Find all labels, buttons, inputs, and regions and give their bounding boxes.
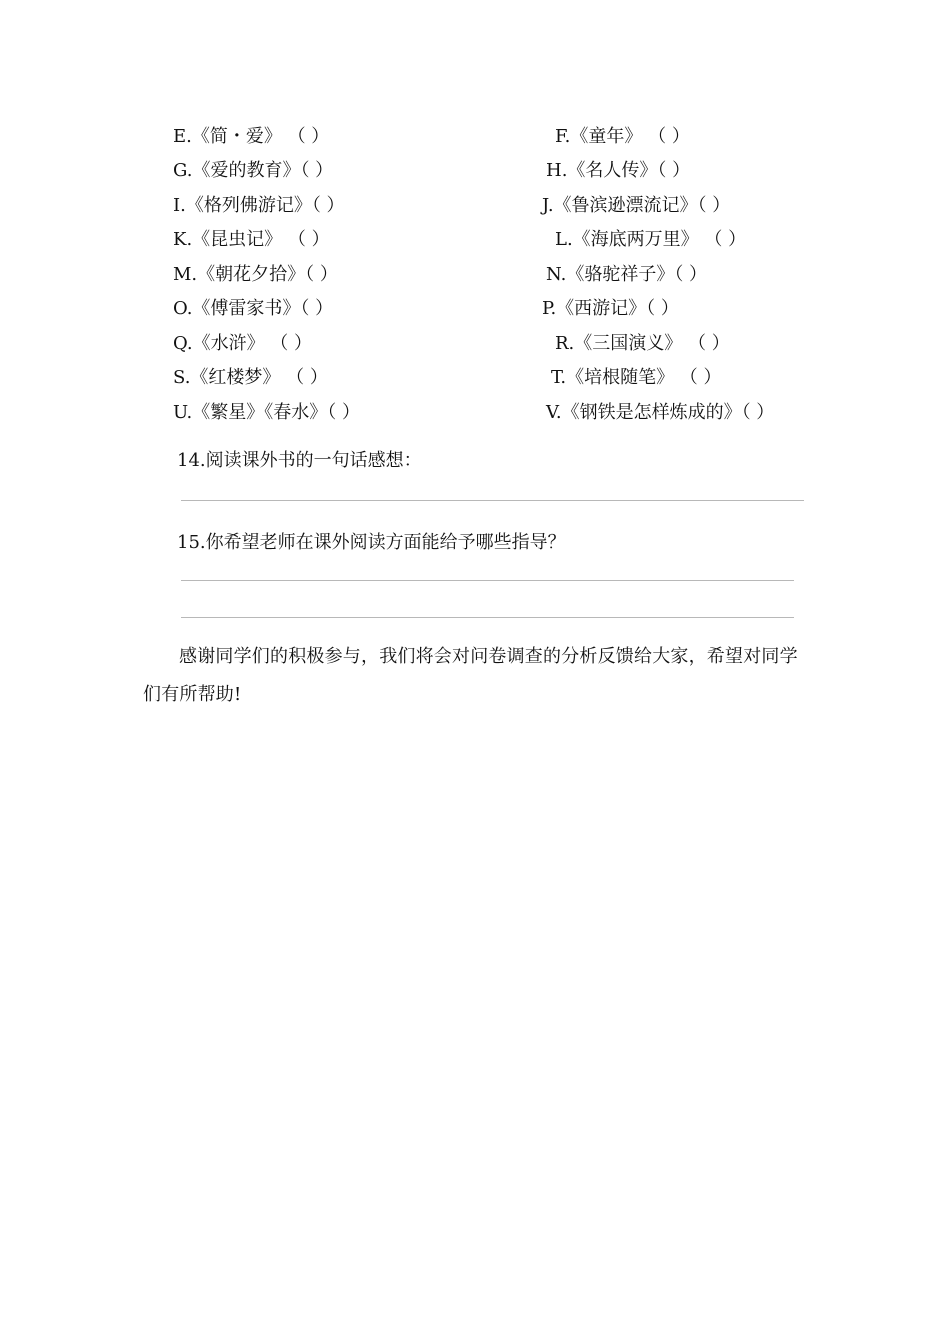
option-t: T.《培根随笔》 （ ） bbox=[551, 367, 722, 388]
answer-line-14[interactable] bbox=[181, 500, 804, 501]
option-l: L.《海底两万里》 （ ） bbox=[555, 229, 747, 250]
option-m: M.《朝花夕拾》（ ） bbox=[173, 264, 338, 285]
question-14: 14.阅读课外书的一句话感想： bbox=[177, 450, 422, 471]
option-h: H.《名人传》（ ） bbox=[546, 160, 691, 181]
option-n: N.《骆驼祥子》（ ） bbox=[546, 264, 708, 285]
option-f: F.《童年》 （ ） bbox=[555, 126, 690, 147]
option-k: K.《昆虫记》 （ ） bbox=[173, 229, 330, 250]
question-15: 15.你希望老师在课外阅读方面能给予哪些指导？ bbox=[177, 532, 566, 553]
option-o: O.《傅雷家书》（ ） bbox=[173, 298, 334, 319]
option-p: P.《西游记》（ ） bbox=[542, 298, 679, 319]
answer-line-15-b[interactable] bbox=[181, 617, 794, 618]
closing-paragraph: 感谢同学们的积极参与，我们将会对问卷调查的分析反馈给大家，希望对同学们有所帮助! bbox=[143, 646, 798, 705]
answer-line-15-a[interactable] bbox=[181, 580, 794, 581]
option-i: I.《格列佛游记》（ ） bbox=[173, 195, 345, 216]
option-u: U.《繁星》《春水》（ ） bbox=[173, 402, 360, 423]
option-e: E.《简・爱》 （ ） bbox=[173, 126, 330, 147]
option-s: S.《红楼梦》 （ ） bbox=[173, 367, 328, 388]
option-q: Q.《水浒》 （ ） bbox=[173, 333, 313, 354]
option-g: G.《爱的教育》（ ） bbox=[173, 160, 334, 181]
option-j: J.《鲁滨逊漂流记》（ ） bbox=[542, 195, 731, 216]
option-r: R.《三国演义》 （ ） bbox=[555, 333, 730, 354]
option-v: V.《钢铁是怎样炼成的》（ ） bbox=[546, 402, 775, 423]
